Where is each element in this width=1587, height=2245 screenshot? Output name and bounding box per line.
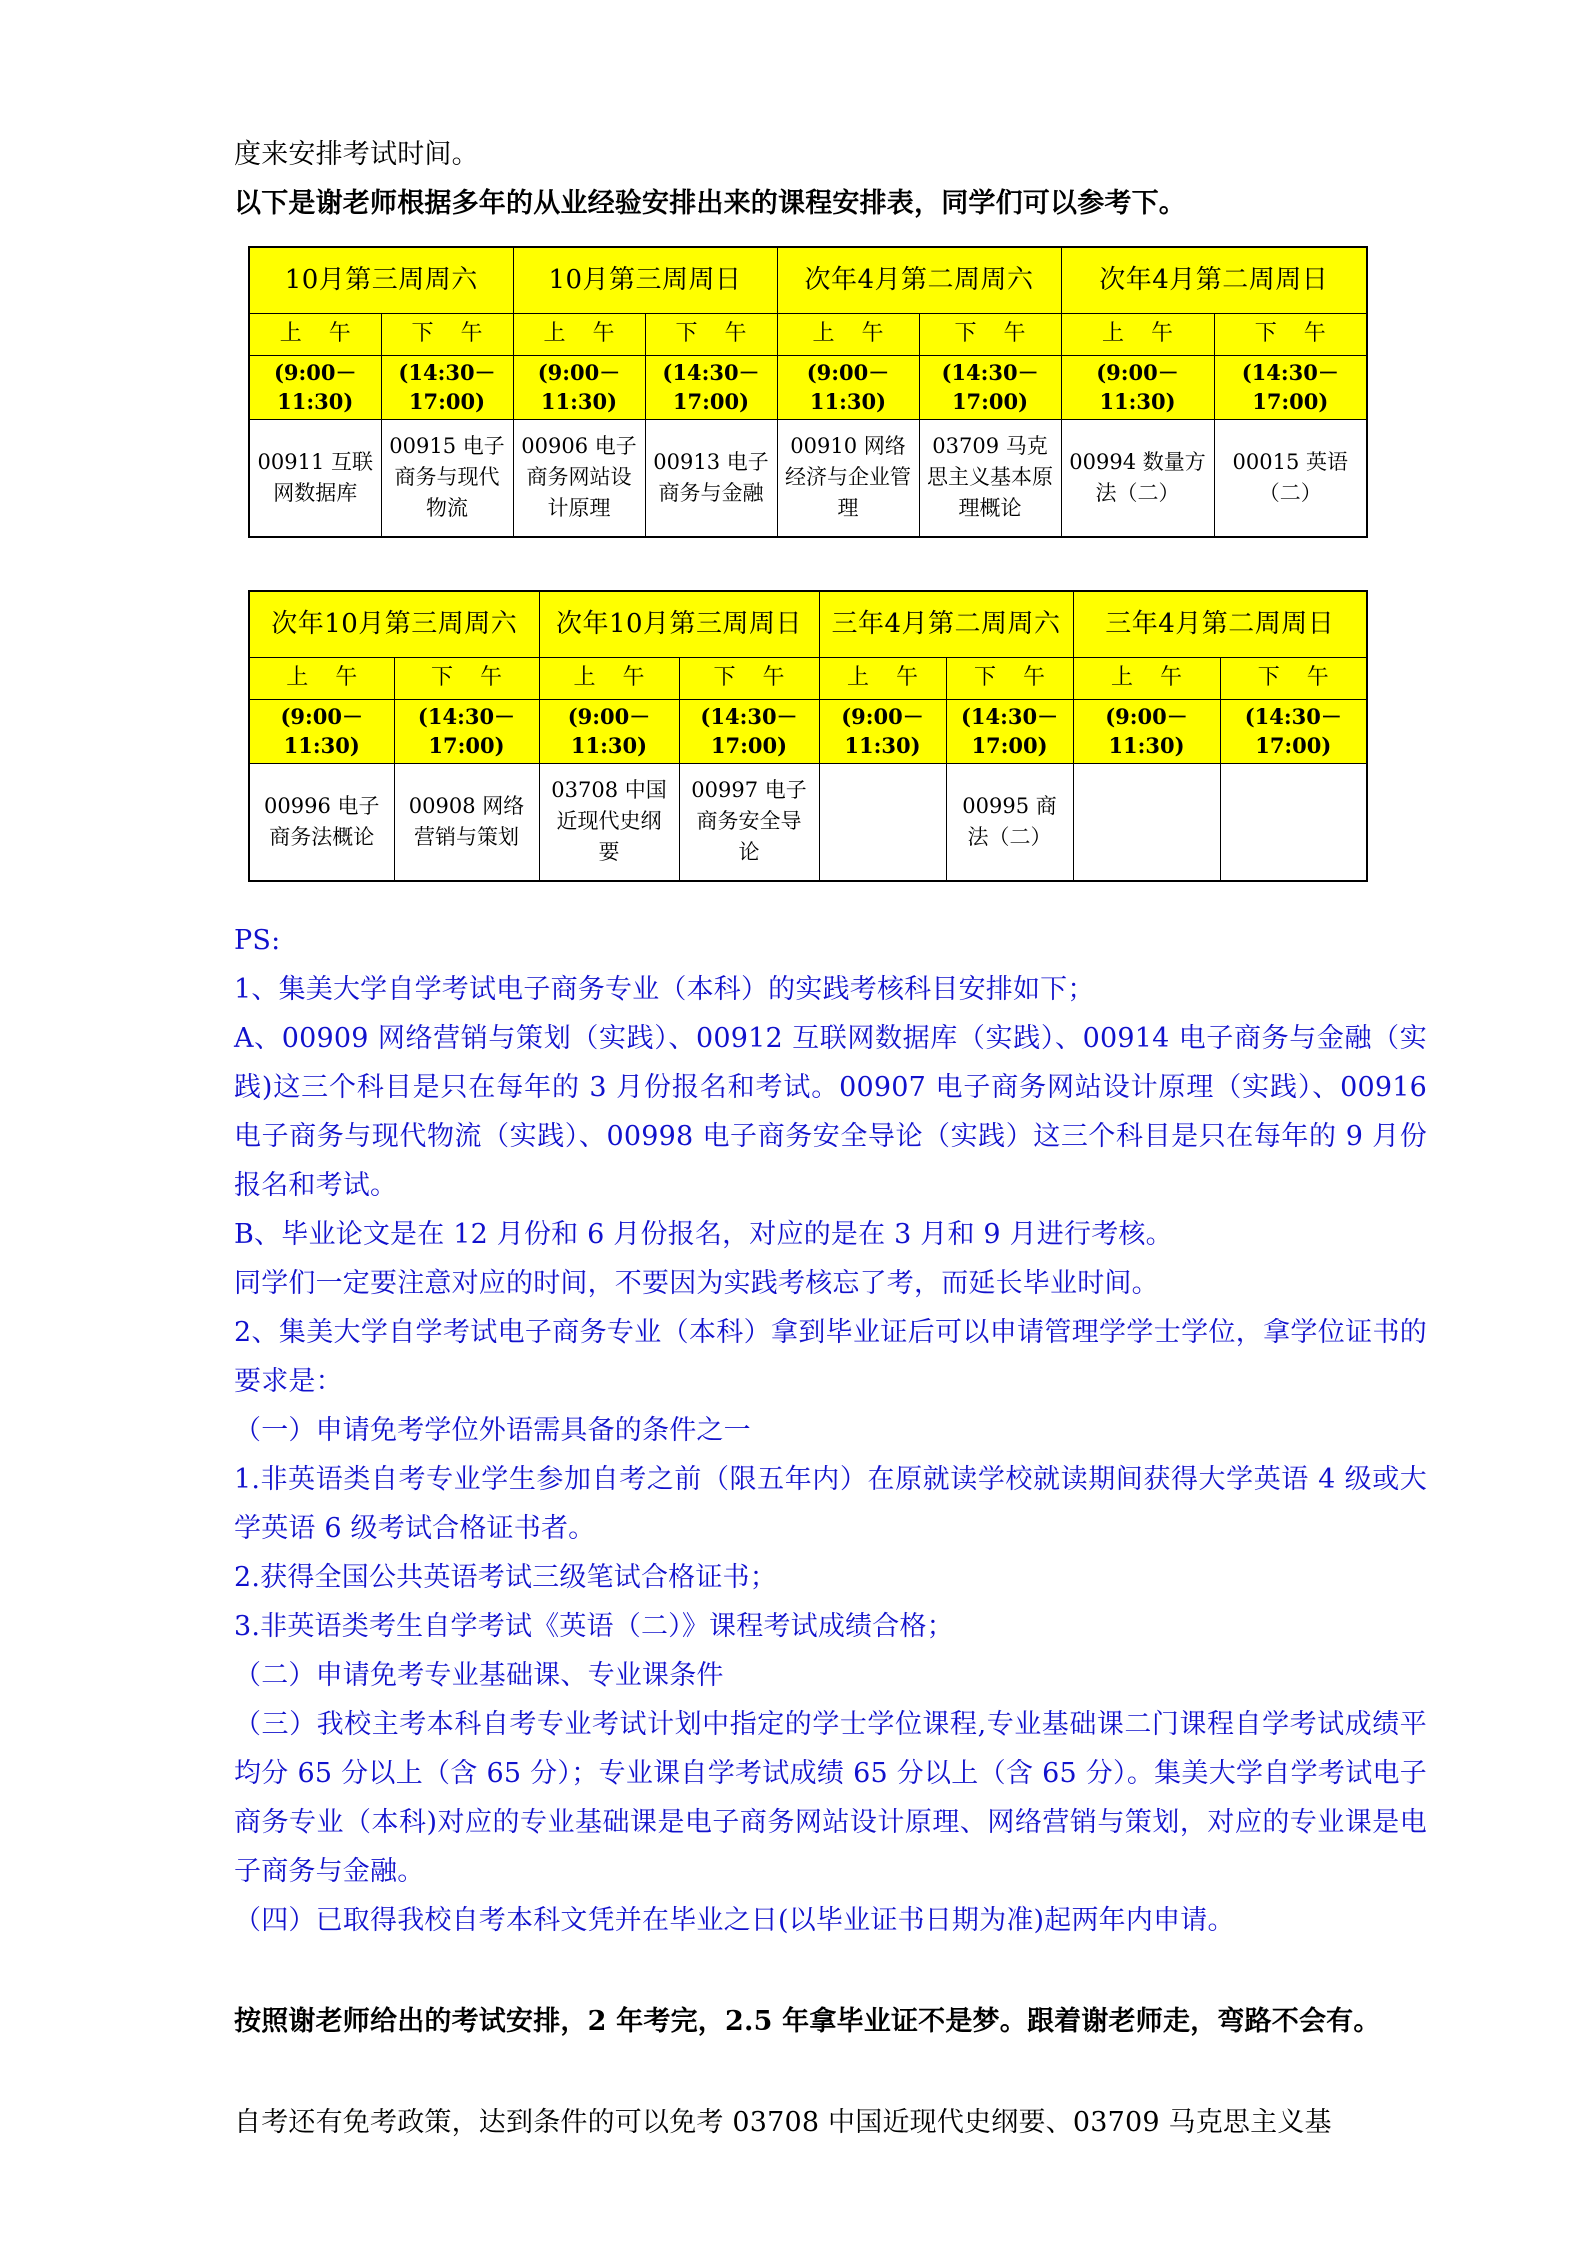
spacer	[234, 538, 1427, 590]
spacer	[234, 882, 1427, 916]
course-cell: 00915 电子商务与现代物流	[381, 419, 513, 537]
time-cell: (9:00－11:30)	[819, 699, 946, 763]
ps-line: 1.非英语类自考专业学生参加自考之前（限五年内）在原就读学校就读期间获得大学英语 4 级或大学英语 6 级考试合格证书者。	[234, 1464, 1427, 1544]
intro-paragraph: 度来安排考试时间。	[234, 139, 479, 170]
day-header: 次年10月第三周周六	[249, 591, 539, 657]
table-row-sessions	[249, 657, 1367, 699]
ps-line: 2.获得全国公共英语考试三级笔试合格证书；	[234, 1562, 777, 1593]
day-header: 10月第三周周日	[513, 247, 777, 313]
ps-line: 2、集美大学自学考试电子商务专业（本科）拿到毕业证后可以申请管理学学士学位，拿学位证书的要求是：	[234, 1317, 1427, 1397]
table-row-courses	[249, 763, 1367, 881]
day-header: 次年4月第二周周日	[1061, 247, 1367, 313]
course-cell: 00910 网络经济与企业管理	[777, 419, 919, 537]
time-cell: (14:30－17:00)	[679, 699, 819, 763]
session-header: 上 午	[1061, 313, 1214, 355]
intro-bold-paragraph: 以下是谢老师根据多年的从业经验安排出来的课程安排表，同学们可以参考下。	[234, 188, 1186, 219]
course-cell	[1073, 763, 1220, 881]
table-row-days	[249, 247, 1367, 313]
course-cell	[1220, 763, 1367, 881]
day-header: 次年10月第三周周日	[539, 591, 819, 657]
ps-line: 同学们一定要注意对应的时间，不要因为实践考核忘了考，而延长毕业时间。	[234, 1268, 1159, 1299]
closing-last-paragraph: 自考还有免考政策，达到条件的可以免考 03708 中国近现代史纲要、03709 马克思主义基	[234, 2107, 1332, 2138]
session-header: 上 午	[513, 313, 645, 355]
time-cell: (9:00－11:30)	[249, 355, 381, 419]
time-cell: (14:30－17:00)	[381, 355, 513, 419]
time-cell: (9:00－11:30)	[1061, 355, 1214, 419]
session-header: 上 午	[1073, 657, 1220, 699]
course-cell: 00015 英语（二）	[1214, 419, 1367, 537]
spacer	[234, 228, 1427, 246]
session-header: 下 午	[919, 313, 1061, 355]
ps-line: （四）已取得我校自考本科文凭并在毕业之日(以毕业证书日期为准)起两年内申请。	[234, 1905, 1235, 1936]
course-cell: 00913 电子商务与金融	[645, 419, 777, 537]
course-cell: 03708 中国近现代史纲要	[539, 763, 679, 881]
time-cell: (14:30－17:00)	[394, 699, 539, 763]
table-row-times	[249, 699, 1367, 763]
schedule-table-1	[248, 246, 1368, 538]
time-cell: (9:00－11:30)	[777, 355, 919, 419]
ps-line: 1、集美大学自学考试电子商务专业（本科）的实践考核科目安排如下；	[234, 974, 1095, 1005]
session-header: 上 午	[539, 657, 679, 699]
course-cell: 03709 马克思主义基本原理概论	[919, 419, 1061, 537]
ps-line: （一）申请免考学位外语需具备的条件之一	[234, 1415, 751, 1446]
ps-label: PS:	[234, 925, 281, 956]
course-cell: 00995 商法（二）	[946, 763, 1073, 881]
ps-line: B、毕业论文是在 12 月份和 6 月份报名，对应的是在 3 月和 9 月进行考核。	[234, 1219, 1173, 1250]
table-row-times	[249, 355, 1367, 419]
time-cell: (14:30－17:00)	[1220, 699, 1367, 763]
time-cell: (14:30－17:00)	[1214, 355, 1367, 419]
time-cell: (9:00－11:30)	[249, 699, 394, 763]
session-header: 下 午	[381, 313, 513, 355]
ps-line: 3.非英语类考生自学考试《英语（二）》课程考试成绩合格；	[234, 1611, 954, 1642]
time-cell: (9:00－11:30)	[1073, 699, 1220, 763]
course-cell	[819, 763, 946, 881]
day-header: 三年4月第二周周日	[1073, 591, 1367, 657]
table-row-courses	[249, 419, 1367, 537]
time-cell: (9:00－11:30)	[539, 699, 679, 763]
session-header: 下 午	[1214, 313, 1367, 355]
day-header: 10月第三周周六	[249, 247, 513, 313]
spacer	[234, 1945, 1427, 1997]
course-cell: 00994 数量方法（二）	[1061, 419, 1214, 537]
day-header: 次年4月第二周周六	[777, 247, 1061, 313]
session-header: 上 午	[777, 313, 919, 355]
session-header: 下 午	[946, 657, 1073, 699]
course-cell: 00996 电子商务法概论	[249, 763, 394, 881]
ps-line: （二）申请免考专业基础课、专业课条件	[234, 1660, 724, 1691]
time-cell: (9:00－11:30)	[513, 355, 645, 419]
session-header: 上 午	[249, 313, 381, 355]
course-cell: 00908 网络营销与策划	[394, 763, 539, 881]
schedule-table-2	[248, 590, 1368, 882]
session-header: 下 午	[1220, 657, 1367, 699]
course-cell: 00997 电子商务安全导论	[679, 763, 819, 881]
spacer	[234, 2046, 1427, 2098]
day-header: 三年4月第二周周六	[819, 591, 1073, 657]
session-header: 下 午	[679, 657, 819, 699]
ps-line: （三）我校主考本科自考专业考试计划中指定的学士学位课程,专业基础课二门课程自学考试成绩平均分 65 分以上（含 65 分）；专业课自学考试成绩 65 分以上（含 65 分）。集美大学自学考试电子商务专业（本科)对应的专业基础课是电子商务网站设计原理、网络营销与策划，对应的专业课是电子商务与金融。	[234, 1709, 1427, 1887]
time-cell: (14:30－17:00)	[946, 699, 1073, 763]
session-header: 下 午	[394, 657, 539, 699]
time-cell: (14:30－17:00)	[919, 355, 1061, 419]
table-row-sessions	[249, 313, 1367, 355]
closing-bold-paragraph: 按照谢老师给出的考试安排，2 年考完，2.5 年拿毕业证不是梦。跟着谢老师走，弯路不会有。	[234, 2006, 1381, 2037]
session-header: 下 午	[645, 313, 777, 355]
session-header: 上 午	[249, 657, 394, 699]
ps-section	[234, 916, 1427, 1945]
session-header: 上 午	[819, 657, 946, 699]
course-cell: 00911 互联网数据库	[249, 419, 381, 537]
ps-line: A、00909 网络营销与策划（实践）、00912 互联网数据库（实践）、00914 电子商务与金融（实践)这三个科目是只在每年的 3 月份报名和考试。00907 电子商务网站设计原理（实践）、00916 电子商务与现代物流（实践）、00998 电子商务安全导论（实践）这三个科目是只在每年的 9 月份报名和考试。	[234, 1023, 1427, 1201]
course-cell: 00906 电子商务网站设计原理	[513, 419, 645, 537]
time-cell: (14:30－17:00)	[645, 355, 777, 419]
table-row-days	[249, 591, 1367, 657]
